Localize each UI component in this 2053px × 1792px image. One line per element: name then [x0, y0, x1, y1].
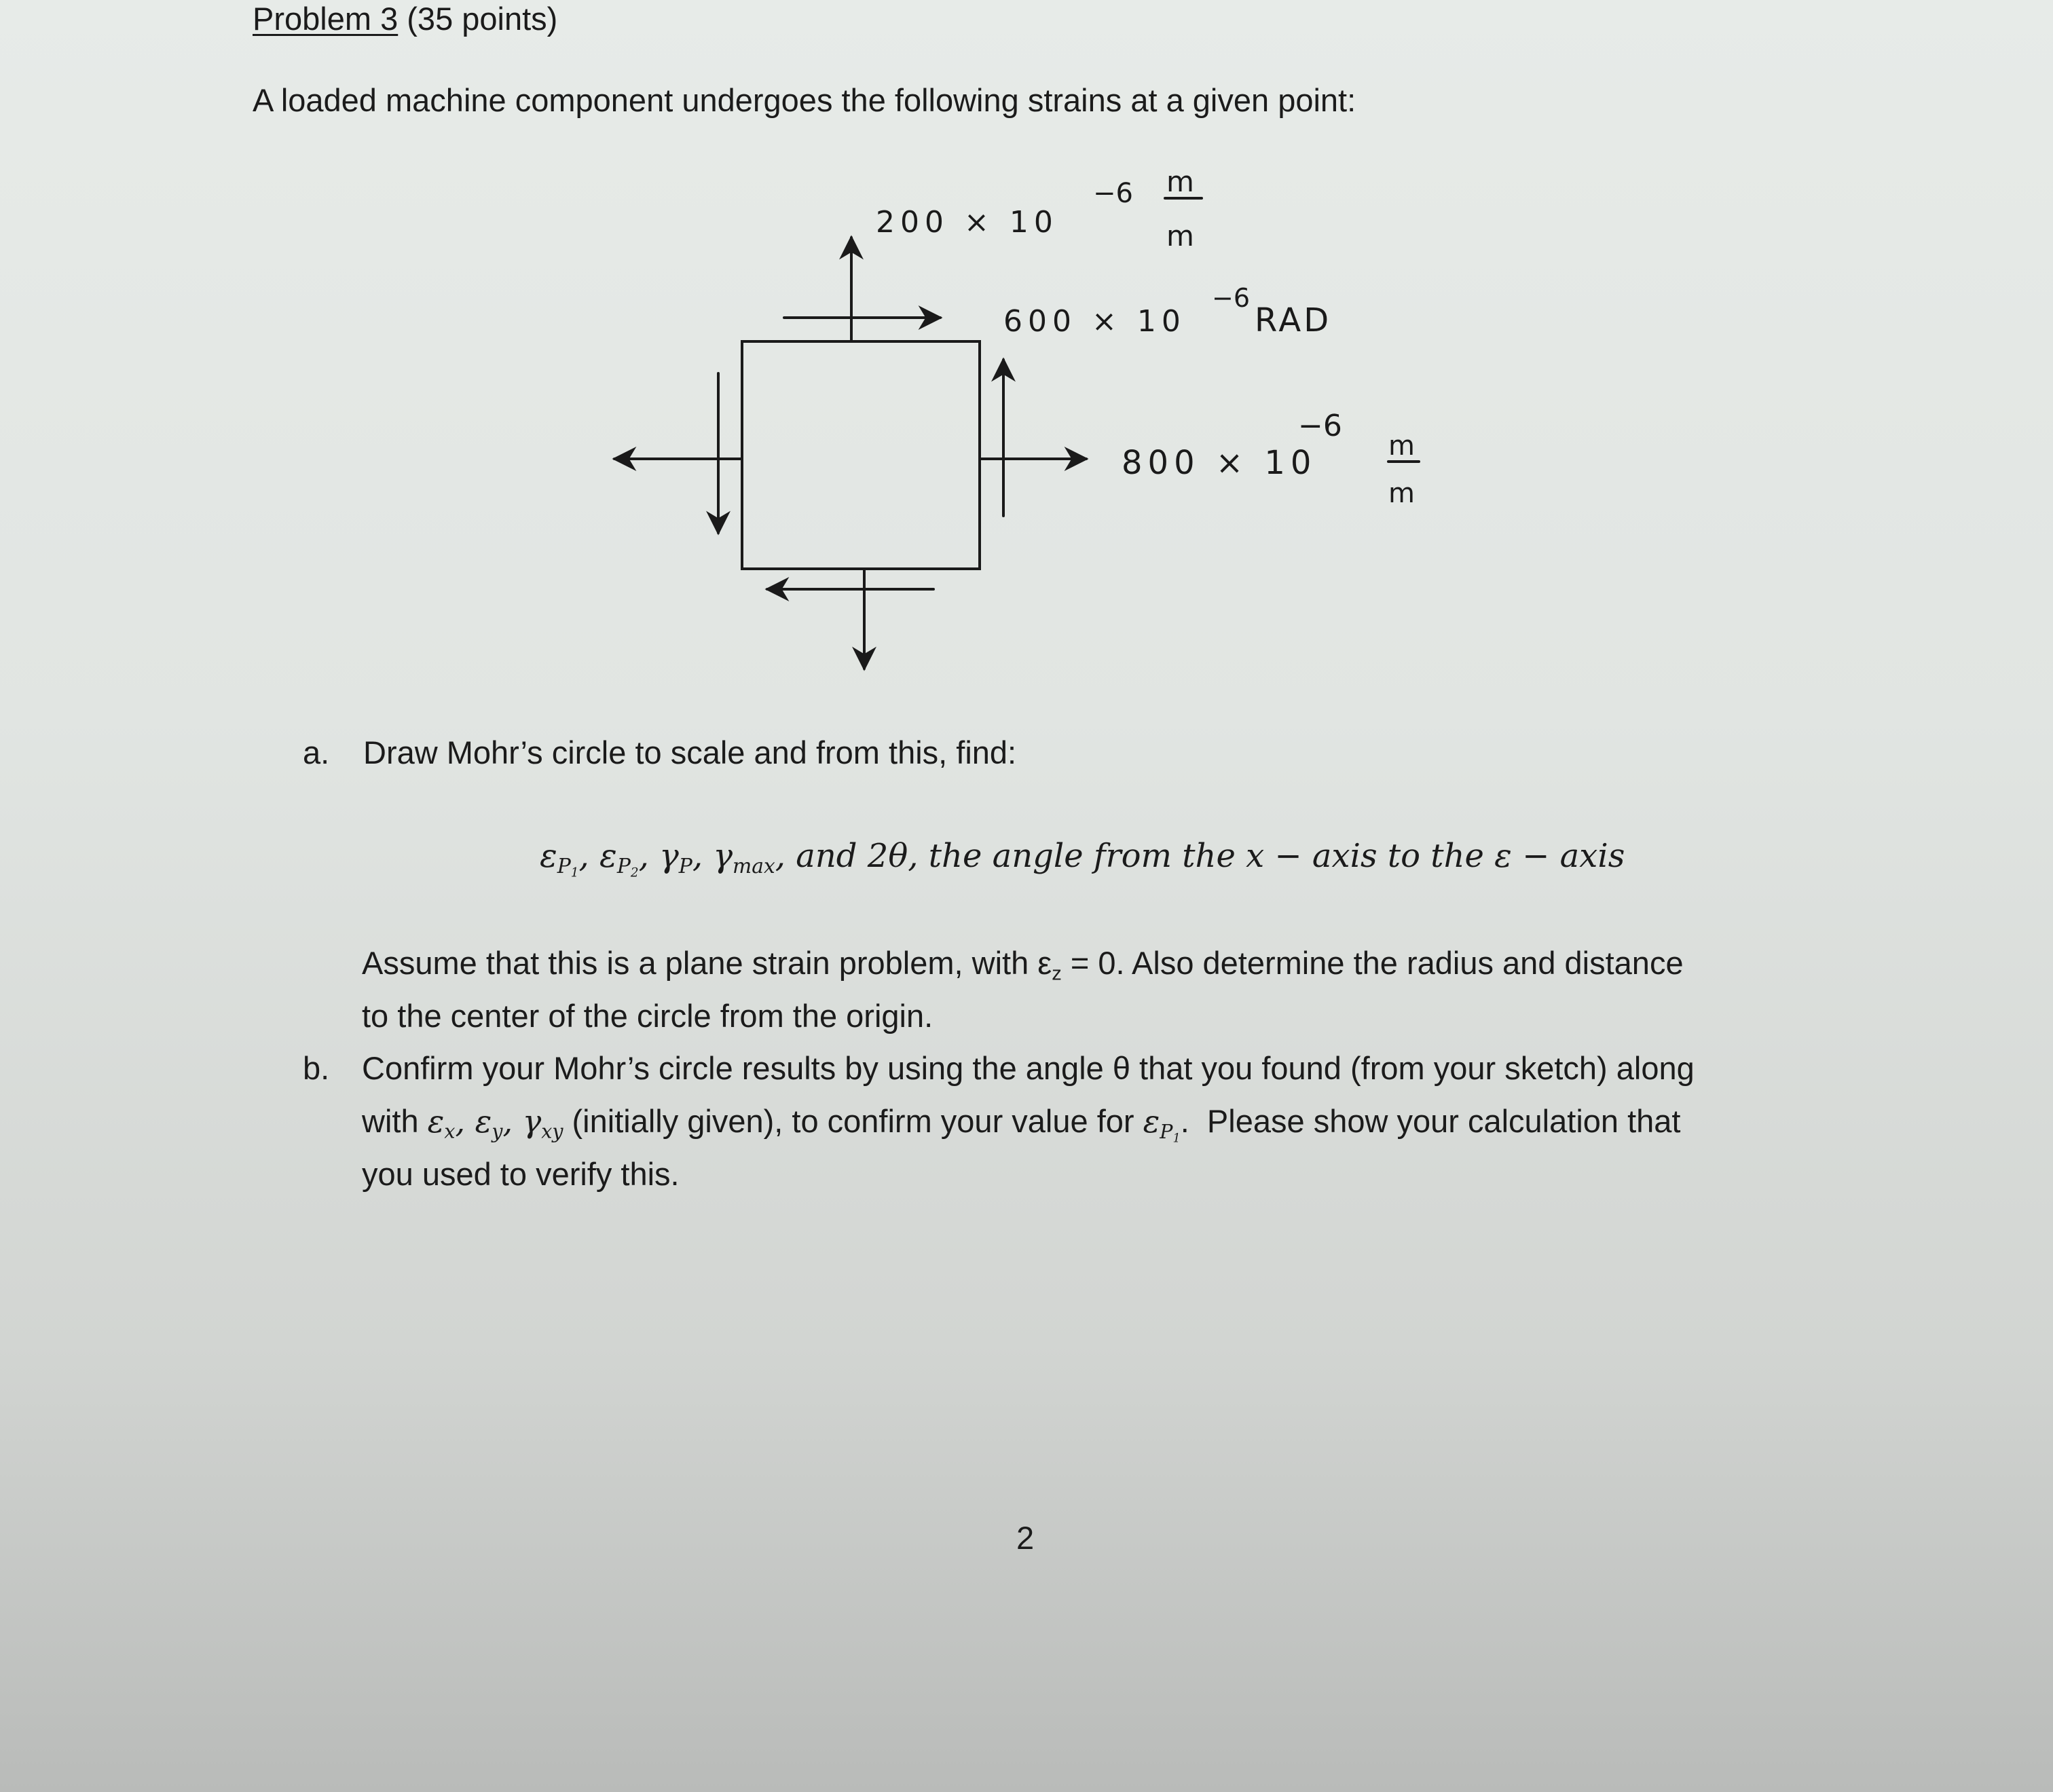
element-square: [742, 341, 980, 569]
part-b-marker: b.: [303, 1050, 330, 1086]
top-unit-denominator: m: [1166, 219, 1194, 253]
part-b-line-1: Confirm your Mohr’s circle results by using the angle θ that you found (from your sketch) along: [362, 1050, 1695, 1086]
shear-strain-label: 600 × 10: [1003, 304, 1186, 339]
top-unit-numerator: m: [1166, 165, 1194, 198]
top-strain-exponent: −6: [1093, 178, 1133, 209]
part-a-text: Draw Mohr’s circle to scale and from this, find:: [363, 734, 1017, 770]
assume-line-2: to the center of the circle from the origin.: [362, 998, 933, 1034]
problem-points: (35 points): [407, 1, 558, 37]
assume-line-1: Assume that this is a plane strain problem, with $\varepsilon_z = 0$. Also determine the radius and distance: [362, 945, 1684, 985]
top-strain-label: 200 × 10: [876, 205, 1058, 240]
part-b-line-3: you used to verify this.: [362, 1156, 680, 1192]
right-unit-denominator: m: [1388, 478, 1415, 509]
right-unit-numerator: m: [1388, 430, 1415, 462]
page-number: 2: [1016, 1520, 1035, 1556]
part-a-equation: $\varepsilon_{P_1}$, $\varepsilon_{P_2}$, $\gamma_P$, $\gamma_{max}$, and 2θ, the angle from the x − axis to the ε − axis: [540, 837, 1625, 880]
part-a-marker: a.: [303, 734, 330, 770]
problem-label: Problem 3: [253, 1, 399, 37]
shear-strain-unit: RAD: [1255, 301, 1332, 339]
intro-text: A loaded machine component undergoes the following strains at a given point:: [253, 82, 1356, 118]
eq-rest: and 2θ, the angle from the x − axis to the ε − axis: [796, 837, 1625, 875]
right-strain-exponent: −6: [1298, 409, 1342, 443]
right-strain-label: 800 × 10: [1122, 444, 1317, 482]
shear-strain-exponent: −6: [1212, 283, 1251, 313]
strain-element-diagram: [0, 0, 2053, 747]
eq-epsilon: ε: [540, 837, 557, 875]
part-b-line-2: with $\varepsilon_x$, $\varepsilon_y$, $\gamma_{xy}$ (initially given), to confirm your value for $\varepsilon_{P_1}$. Please show your calculation that: [362, 1103, 1681, 1145]
